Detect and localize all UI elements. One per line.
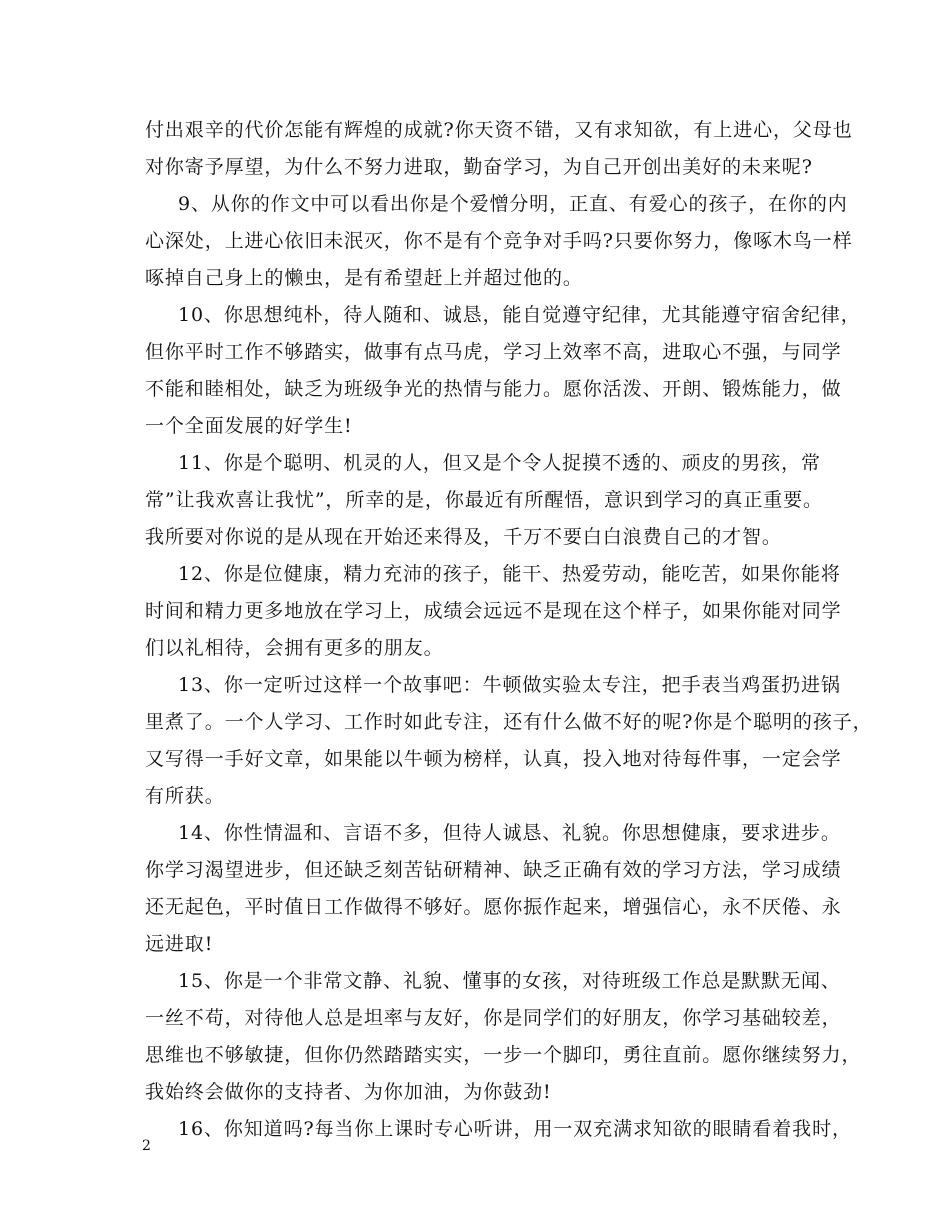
text-line: 一个全面发展的好学生! [145,415,353,437]
text-line: 但你平时工作不够踏实，做事有点马虎，学习上效率不高，进取心不强，与同学 [145,341,842,363]
text-line: 常”让我欢喜让我忧”，所幸的是，你最近有所醒悟，意识到学习的真正重要。 [145,489,823,511]
text-line: 13、你一定听过这样一个故事吧：牛顿做实验太专注，把手表当鸡蛋扔进锅 [178,674,841,696]
text-line: 还无起色，平时值日工作做得不够好。愿你振作起来，增强信心，永不厌倦、永 [145,896,842,918]
text-line: 12、你是位健康，精力充沛的孩子，能干、热爱劳动，能吃苦，如果你能将 [178,563,841,585]
text-line: 一丝不苟，对待他人总是坦率与友好，你是同学们的好朋友，你学习基础较差， [145,1007,842,1029]
text-line: 我所要对你说的是从现在开始还来得及，千万不要白白浪费自己的才智。 [145,526,782,548]
text-line: 我始终会做你的支持者、为你加油，为你鼓劲! [145,1081,552,1103]
text-line: 思维也不够敏捷，但你仍然踏踏实实，一步一个脚印，勇往直前。愿你继续努力， [145,1044,862,1066]
text-line: 远进取! [145,933,214,955]
text-line: 里煮了。一个人学习、工作时如此专注，还有什么做不好的呢?你是个聪明的孩子， [145,711,873,733]
text-line: 11、你是个聪明、机灵的人，但又是个令人捉摸不透的、顽皮的男孩，常 [178,452,821,474]
text-line: 14、你性情温和、言语不多，但待人诚恳、礼貌。你思想健康，要求进步。 [178,822,841,844]
text-line: 心深处，上进心依旧未泯灭，你不是有个竞争对手吗?只要你努力，像啄木鸟一样 [145,230,853,252]
text-line: 10、你思想纯朴，待人随和、诚恳，能自觉遵守纪律，尤其能遵守宿舍纪律， [178,304,861,326]
text-line: 付出艰辛的代价怎能有辉煌的成就?你天资不错，又有求知欲，有上进心，父母也 [145,119,853,141]
text-line: 15、你是一个非常文静、礼貌、懂事的女孩，对待班级工作总是默默无闻、 [178,970,841,992]
text-line: 16、你知道吗?每当你上课时专心听讲，用一双充满求知欲的眼睛看着我时， [178,1118,852,1140]
text-line: 9、从你的作文中可以看出你是个爱憎分明，正直、有爱心的孩子，在你的内 [178,193,848,215]
text-line: 不能和睦相处，缺乏为班级争光的热情与能力。愿你活泼、开朗、锻炼能力，做 [145,378,842,400]
text-line: 对你寄予厚望，为什么不努力进取，勤奋学习，为自己开创出美好的未来呢? [145,156,813,178]
page-number: 2 [142,1138,151,1154]
text-line: 时间和精力更多地放在学习上，成绩会远远不是现在这个样子，如果你能对同学 [145,600,842,622]
text-line: 啄掉自己身上的懒虫，是有希望赶上并超过他的。 [145,267,583,289]
text-line: 有所获。 [145,785,225,807]
text-line: 又写得一手好文章，如果能以牛顿为榜样，认真，投入地对待每件事，一定会学 [145,748,842,770]
text-line: 们以礼相待，会拥有更多的朋友。 [145,637,444,659]
text-line: 你学习渴望进步，但还缺乏刻苦钻研精神、缺乏正确有效的学习方法，学习成绩 [145,859,842,881]
